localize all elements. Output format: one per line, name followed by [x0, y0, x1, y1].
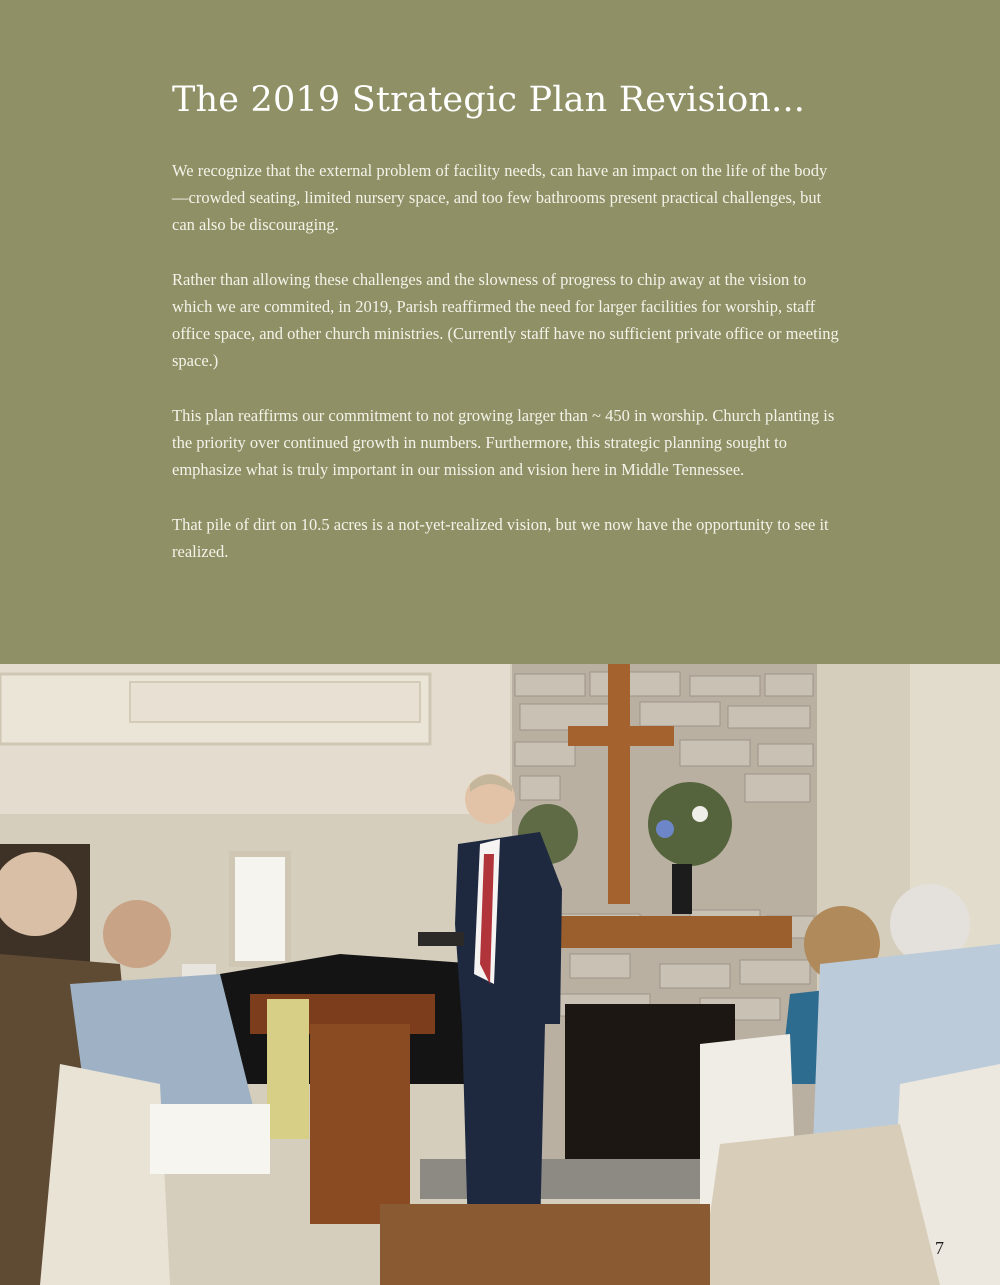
body-text [172, 157, 842, 592]
page-number: 7 [935, 1238, 944, 1258]
paragraph-2: Rather than allowing these challenges and the slowness of progress to chip away at the vision to which we are commited, in 2019, Parish reaffirmed the need for larger facilities for worship, staff office space, and other church ministries. (Currently staff have no sufficient private office or meeting space.) [172, 269, 839, 371]
page-title: The 2019 Strategic Plan Revision... [172, 80, 806, 120]
paragraph-4: That pile of dirt on 10.5 acres is a not-yet-realized vision, but we now have the opportunity to see it realized. [172, 514, 829, 561]
photo-illustration [0, 664, 1000, 1285]
paragraph-1: We recognize that the external problem of facility needs, can have an impact on the life of the body—crowded seating, limited nursery space, and too few bathrooms present practical challenges, but can also be discouraging. [172, 161, 828, 235]
paragraph-3: This plan reaffirms our commitment to not growing larger than ~ 450 in worship. Church planting is the priority over continued growth in numbers. Furthermore, this strategic planning sought to emphasize what is truly important in our mission and vision here in Middle Tennessee. [172, 405, 835, 480]
worship-service-photo [0, 664, 1000, 1285]
